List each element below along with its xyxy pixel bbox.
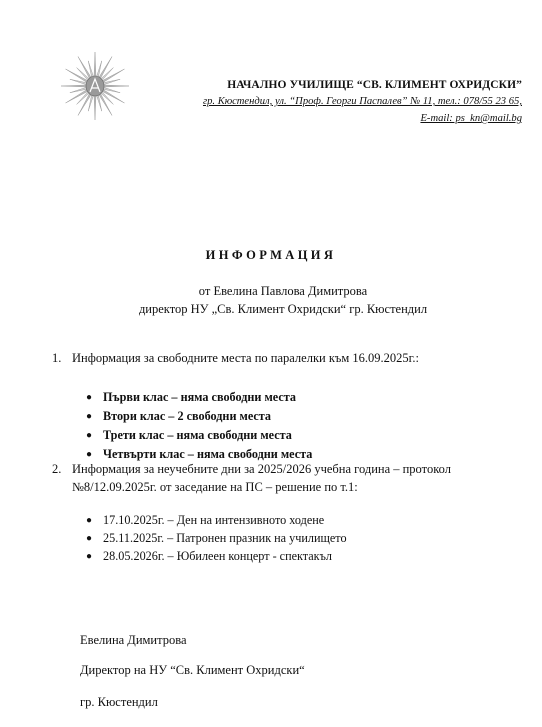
school-address: гр. Кюстендил, ул. “Проф. Георги Паспалев” № 11, тел.: 078/55 23 65, [202, 96, 522, 107]
list-item: 25.11.2025г. – Патронен празник на училището [103, 531, 347, 545]
section-2-heading-line-1: Информация за неучебните дни за 2025/2026 учебна година – протокол [72, 462, 451, 476]
list-item: Първи клас – няма свободни места [103, 390, 296, 404]
bullet-icon: ● [86, 533, 93, 544]
section-2-number: 2. [52, 462, 62, 476]
director-line: директор НУ „Св. Климент Охридски“ гр. Кюстендил [138, 302, 428, 316]
signature-name: Евелина Димитрова [80, 633, 187, 647]
section-1-number: 1. [52, 351, 62, 365]
section-2-heading-line-2: №8/12.09.2025г. от заседание на ПС – решение по т.1: [72, 480, 358, 494]
list-item: Втори клас – 2 свободни места [103, 409, 272, 423]
bullet-icon: ● [86, 430, 93, 441]
author-line: от Евелина Павлова Димитрова [198, 284, 368, 298]
list-item: Четвърти клас – няма свободни места [103, 447, 313, 461]
bullet-icon: ● [86, 449, 93, 460]
bullet-icon: ● [86, 411, 93, 422]
list-item: Трети клас – няма свободни места [103, 428, 292, 442]
school-star-logo-icon [58, 48, 132, 126]
list-item: 17.10.2025г. – Ден на интензивното ходене [103, 513, 325, 527]
school-email-link[interactable]: E-mail: ps_kn@mail.bg [420, 113, 522, 124]
signature-city: гр. Кюстендил [80, 695, 158, 709]
list-item: 28.05.2026г. – Юбилеен концерт - спектакъл [103, 549, 332, 563]
school-name: НАЧАЛНО УЧИЛИЩЕ “СВ. КЛИМЕНТ ОХРИДСКИ” [227, 79, 522, 91]
section-1-heading: Информация за свободните места по паралелки към 16.09.2025г.: [72, 351, 419, 365]
bullet-icon: ● [86, 392, 93, 403]
bullet-icon: ● [86, 515, 93, 526]
document-title: ИНФОРМАЦИЯ [205, 248, 337, 262]
bullet-icon: ● [86, 551, 93, 562]
signature-position: Директор на НУ “Св. Климент Охридски“ [80, 663, 305, 677]
